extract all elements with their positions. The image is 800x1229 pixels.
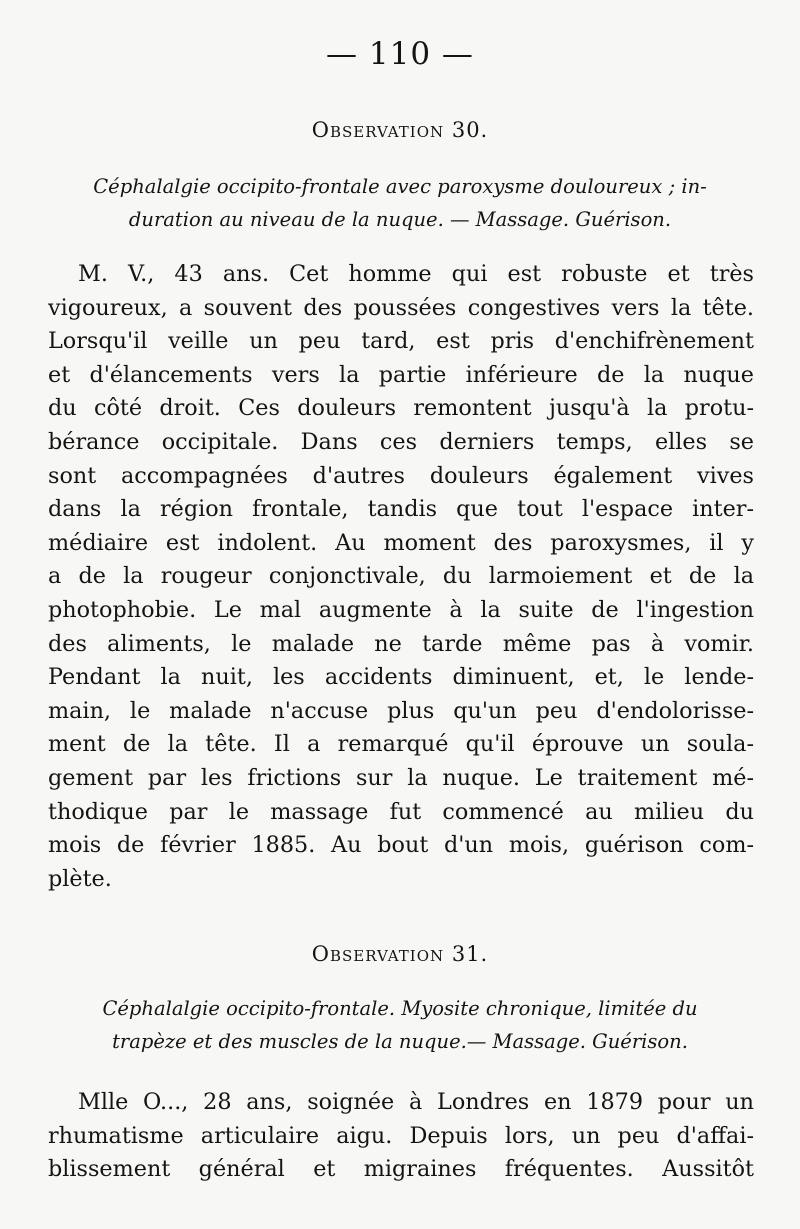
- summary-line: Céphalalgie occipito-frontale avec paroxysme douloureux ; in-: [93, 175, 707, 198]
- summary-line: trapèze et des muscles de la nuque.— Massage. Guérison.: [112, 1030, 688, 1053]
- body-line: du côté droit. Ces douleurs remontent jusqu'à la protu-: [48, 395, 754, 422]
- observation-31-body: [48, 1086, 754, 1187]
- body-line: bérance occipitale. Dans ces derniers temps, elles se: [48, 428, 754, 455]
- summary-line: Céphalalgie occipito-frontale. Myosite chronique, limitée du: [102, 997, 698, 1020]
- observation-30-summary: [48, 170, 752, 236]
- observation-30-body: [48, 258, 754, 896]
- body-line: gement par les frictions sur la nuque. Le traitement mé-: [48, 764, 754, 791]
- body-line: vigoureux, a souvent des poussées congestives vers la tête.: [48, 294, 754, 321]
- body-line: mois de février 1885. Au bout d'un mois, guérison com-: [48, 832, 754, 859]
- body-line: thodique par le massage fut commencé au milieu du: [48, 798, 754, 825]
- body-line: ment de la tête. Il a remarqué qu'il éprouve un soula-: [48, 731, 754, 758]
- observation-31-heading: Observation 31.: [311, 942, 489, 966]
- body-line: a de la rougeur conjonctivale, du larmoiement et de la: [48, 563, 754, 590]
- body-line: Pendant la nuit, les accidents diminuent, et, le lende-: [48, 664, 754, 691]
- observation-31-summary: [48, 992, 752, 1058]
- body-line: médiaire est indolent. Au moment des paroxysmes, il y: [48, 529, 754, 556]
- body-line: rhumatisme articulaire aigu. Depuis lors, un peu d'affai-: [48, 1122, 754, 1149]
- body-line: plète.: [48, 865, 112, 892]
- body-line: M. V., 43 ans. Cet homme qui est robuste et très: [78, 261, 754, 287]
- body-line: main, le malade n'accuse plus qu'un peu d'endolorisse-: [48, 697, 754, 724]
- body-line: blissement général et migraines fréquentes. Aussitôt: [48, 1156, 754, 1183]
- body-line: Mlle O..., 28 ans, soignée à Londres en 1879 pour un: [78, 1089, 754, 1115]
- body-line: sont accompagnées d'autres douleurs également vives: [48, 462, 754, 489]
- observation-30-heading: Observation 30.: [311, 118, 489, 142]
- body-line: et d'élancements vers la partie inférieure de la nuque: [48, 361, 754, 388]
- summary-line: duration au niveau de la nuque. — Massage. Guérison.: [128, 208, 672, 231]
- body-line: photophobie. Le mal augmente à la suite de l'ingestion: [48, 596, 754, 623]
- page-number: — 110 —: [326, 36, 474, 72]
- body-line: Lorsqu'il veille un peu tard, est pris d'enchifrènement: [48, 328, 754, 355]
- body-line: dans la région frontale, tandis que tout l'espace inter-: [48, 496, 754, 523]
- body-line: des aliments, le malade ne tarde même pas à vomir.: [48, 630, 754, 657]
